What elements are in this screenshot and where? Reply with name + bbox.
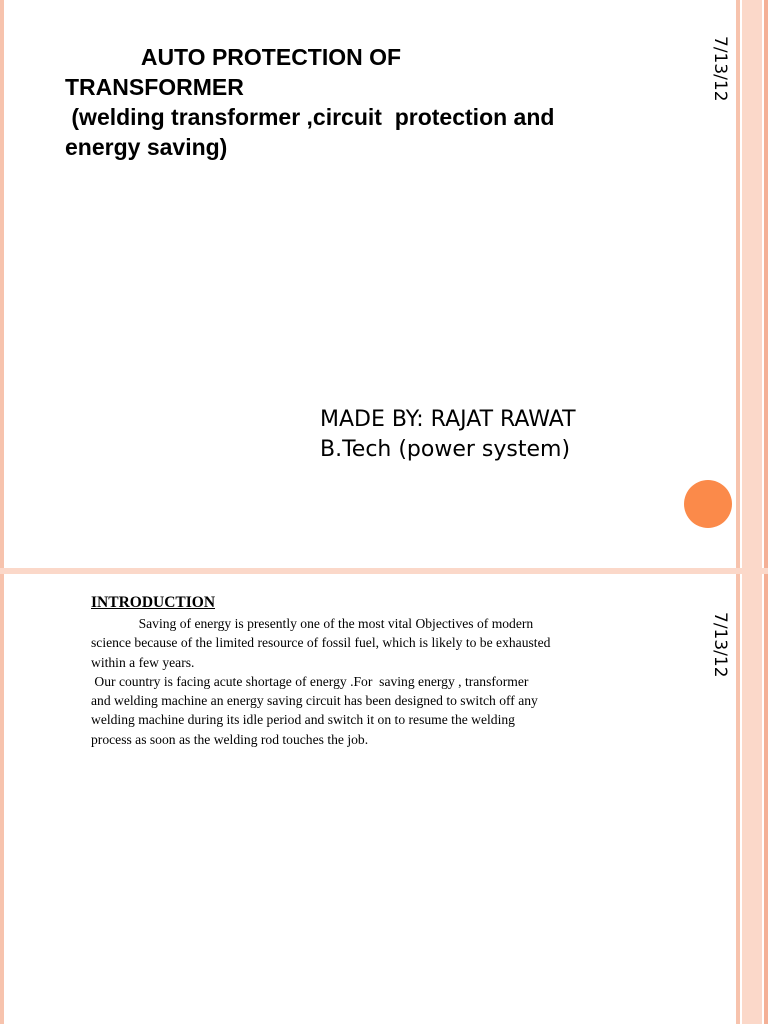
intro-paragraph	[91, 614, 671, 749]
right-frame-border	[736, 0, 768, 1024]
paragraph-line: science because of the limited resource of fossil fuel, which is likely to be exhausted	[91, 635, 551, 651]
slide-title-line: TRANSFORMER	[65, 74, 244, 100]
accent-circle-decoration	[684, 480, 732, 528]
slide-title-line: energy saving)	[65, 134, 228, 160]
paragraph-line: welding machine during its idle period and switch it on to resume the welding	[91, 712, 515, 728]
right-frame-band-outer	[764, 0, 768, 1024]
author-block	[320, 405, 576, 465]
slide-date: 7/13/12	[710, 36, 730, 102]
paragraph-line: within a few years.	[91, 654, 195, 670]
author-name: MADE BY: RAJAT RAWAT	[320, 407, 576, 432]
paragraph-line: process as soon as the welding rod touches the job.	[91, 731, 369, 747]
section-heading: INTRODUCTION	[91, 594, 216, 611]
slide-title-line: AUTO PROTECTION OF	[65, 44, 402, 70]
slide-date: 7/13/12	[710, 612, 730, 678]
author-degree: B.Tech (power system)	[320, 437, 571, 462]
right-frame-band-inner	[736, 0, 740, 1024]
slide-title	[65, 42, 725, 162]
paragraph-line: and welding machine an energy saving circuit has been designed to switch off any	[91, 693, 538, 709]
paragraph-line: Saving of energy is presently one of the most vital Objectives of modern	[91, 616, 534, 631]
slide-title-line: (welding transformer ,circuit protection and	[65, 104, 555, 130]
slide-divider	[0, 568, 768, 574]
right-frame-band-middle	[742, 0, 762, 1024]
paragraph-line: Our country is facing acute shortage of energy .For saving energy , transformer	[91, 673, 529, 689]
left-frame-border	[0, 0, 4, 1024]
